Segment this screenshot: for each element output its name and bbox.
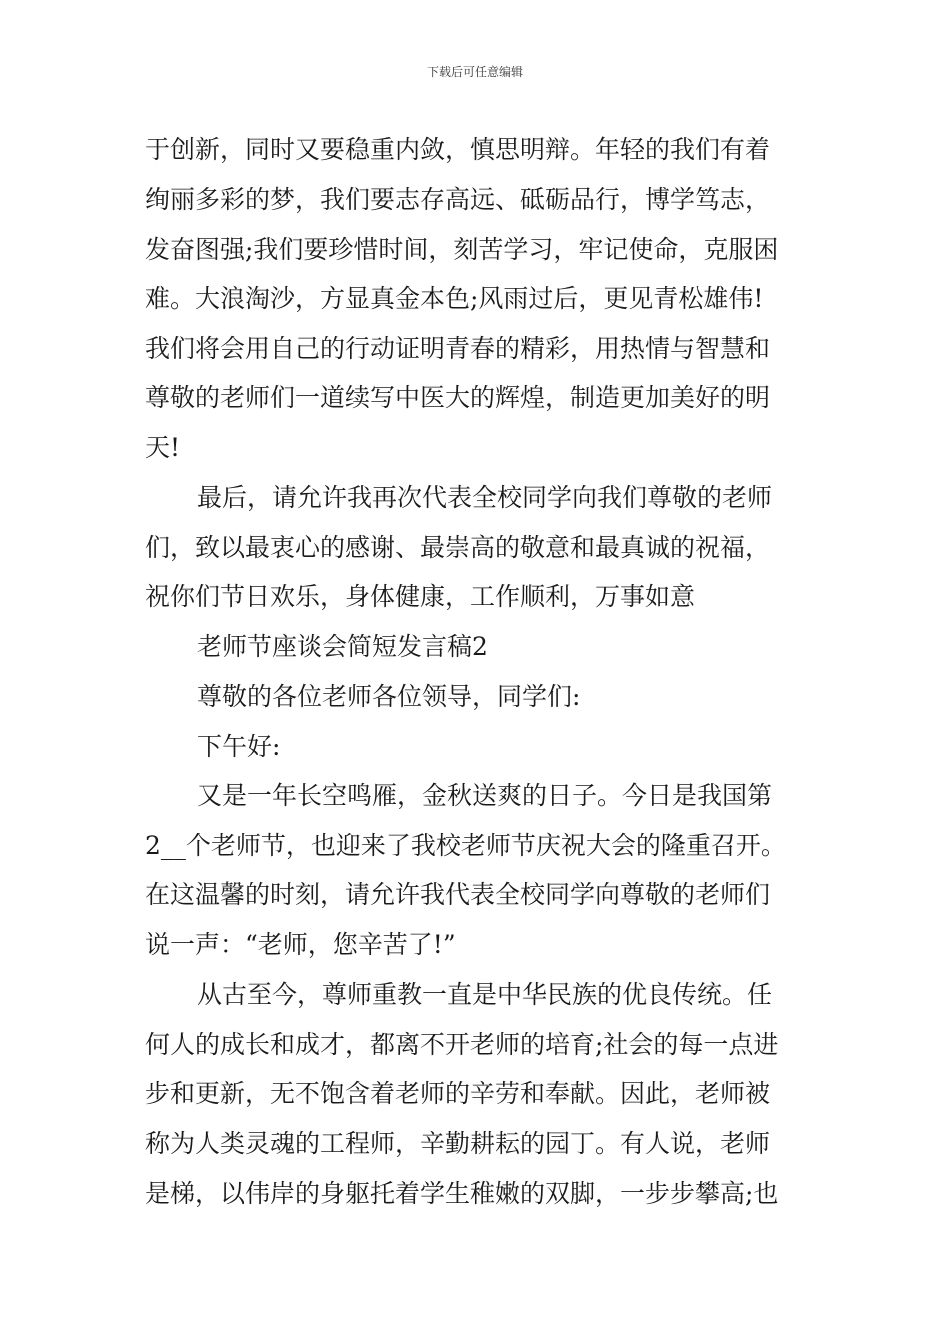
- body-text-line: 难。大浪淘沙，方显真金本色;风雨过后，更见青松雄伟!: [145, 284, 764, 313]
- paragraph-start-line: 从古至今，尊师重教一直是中华民族的优良传统。任: [197, 980, 773, 1009]
- body-text-line: 绚丽多彩的梦，我们要志存高远、砥砺品行，博学笃志，: [145, 185, 771, 214]
- body-text-line: 发奋图强;我们要珍惜时间，刻苦学习，牢记使命，克服困: [145, 235, 779, 264]
- body-text-line: 们，致以最衷心的感谢、最崇高的敬意和最真诚的祝福，: [145, 533, 771, 562]
- body-text-line: 是梯，以伟岸的身躯托着学生稚嫩的双脚，一步步攀高;也: [145, 1179, 779, 1208]
- body-text-line: 尊敬的老师们一道续写中医大的辉煌，制造更加美好的明: [145, 383, 771, 412]
- body-text-line: 步和更新，无不饱含着老师的辛劳和奉献。因此，老师被: [145, 1079, 771, 1108]
- body-text-line: 说一声：“老师，您辛苦了!”: [145, 930, 456, 959]
- body-text-line: 何人的成长和成才，都离不开老师的培育;社会的每一点进: [145, 1030, 779, 1059]
- paragraph-start-line: 又是一年长空鸣雁，金秋送爽的日子。今日是我国第: [197, 781, 773, 810]
- body-text-line: 2__个老师节，也迎来了我校老师节庆祝大会的隆重召开。: [145, 831, 786, 860]
- body-text-line: 于创新，同时又要稳重内敛，慎思明辩。年轻的我们有着: [145, 135, 771, 164]
- body-text-line: 天!: [145, 433, 181, 462]
- body-text-line: 我们将会用自己的行动证明青春的精彩，用热情与智慧和: [145, 334, 771, 363]
- paragraph-start-line: 最后，请允许我再次代表全校同学向我们尊敬的老师: [197, 483, 773, 512]
- greeting: 下午好:: [197, 732, 281, 761]
- body-text-line: 称为人类灵魂的工程师，辛勤耕耘的园丁。有人说，老师: [145, 1129, 771, 1158]
- salutation: 尊敬的各位老师各位领导，同学们:: [197, 682, 581, 711]
- body-text-line: 祝你们节日欢乐，身体健康，工作顺利，万事如意: [145, 582, 696, 611]
- body-text-line: 在这温馨的时刻，请允许我代表全校同学向尊敬的老师们: [145, 880, 771, 909]
- page-header: 下载后可任意编辑: [426, 65, 523, 79]
- section-title: 老师节座谈会简短发言稿2: [197, 632, 488, 661]
